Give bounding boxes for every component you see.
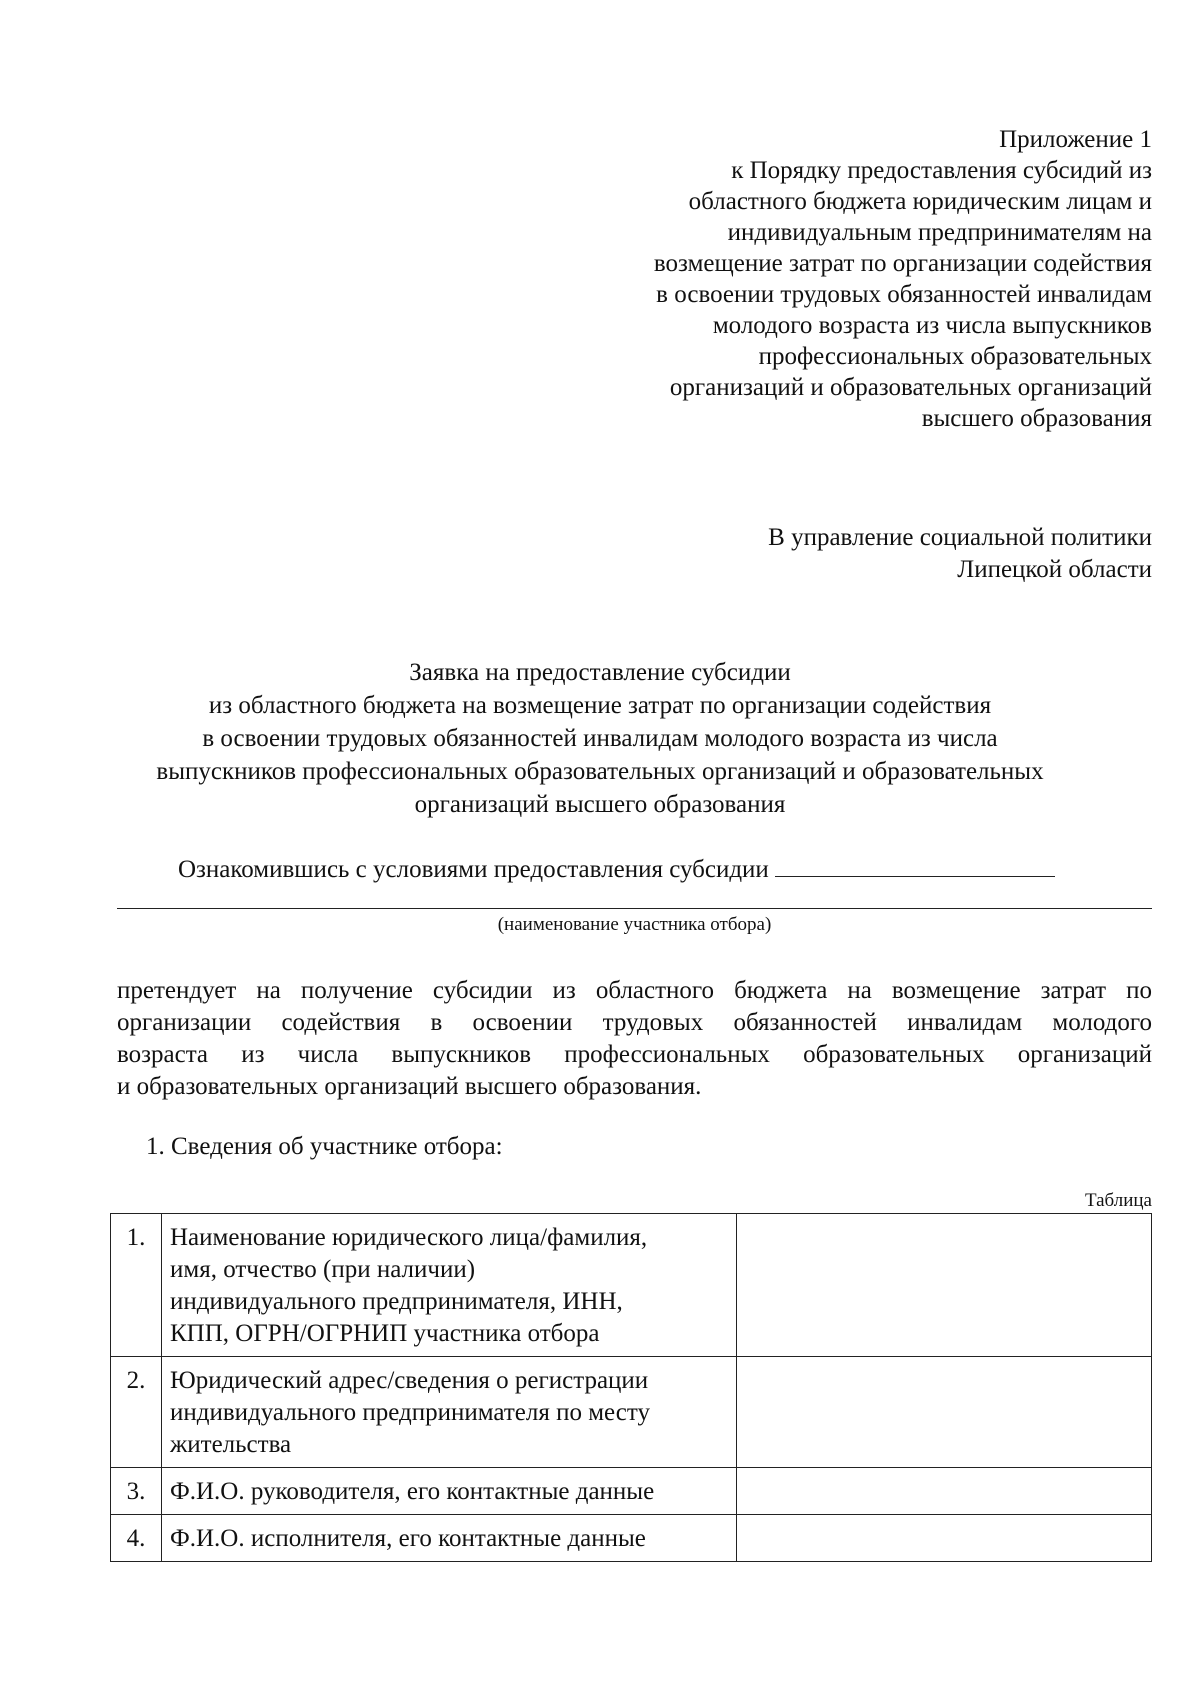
row-label-line: жительства	[170, 1431, 292, 1458]
body-line: возраста из числа выпускников профессиональных образовательных организаций	[117, 1041, 1152, 1068]
title-line: выпускников профессиональных образовательных организаций и образовательных	[156, 758, 1044, 785]
row-number: 3.	[111, 1468, 162, 1515]
appendix-line: индивидуальным предпринимателям на	[727, 219, 1152, 246]
row-number: 2.	[111, 1357, 162, 1468]
body-line: претендует на получение субсидии из областного бюджета на возмещение затрат по	[117, 977, 1152, 1004]
row-number: 1.	[111, 1214, 162, 1357]
row-label-line: Наименование юридического лица/фамилия,	[170, 1224, 648, 1251]
appendix-line: молодого возраста из числа выпускников	[712, 312, 1152, 339]
appendix-line: возмещение затрат по организации содействия	[653, 250, 1152, 277]
row-label	[162, 1214, 737, 1357]
participant-info-table	[110, 1213, 1152, 1562]
addressee-block	[592, 522, 1152, 586]
row-value-cell[interactable]	[737, 1515, 1152, 1562]
body-line: и образовательных организаций высшего образования.	[117, 1073, 702, 1100]
table-row	[111, 1214, 1152, 1357]
row-label-line: индивидуального предпринимателя, ИНН,	[170, 1288, 623, 1315]
table-label: Таблица	[1084, 1190, 1152, 1211]
row-value-cell[interactable]	[737, 1214, 1152, 1357]
appendix-line: Приложение 1	[999, 126, 1152, 153]
table-row	[111, 1515, 1152, 1562]
appendix-line: в освоении трудовых обязанностей инвалидам	[656, 281, 1152, 308]
row-label-line: Ф.И.О. исполнителя, его контактные данные	[170, 1525, 646, 1552]
row-label-line: Юридический адрес/сведения о регистрации	[170, 1367, 649, 1394]
participant-caption: (наименование участника отбора)	[497, 914, 772, 935]
intro-text: Ознакомившись с условиями предоставления субсидии	[178, 856, 769, 883]
row-label-line: имя, отчество (при наличии)	[170, 1256, 476, 1283]
row-number: 4.	[111, 1515, 162, 1562]
row-value-cell[interactable]	[737, 1468, 1152, 1515]
appendix-line: организаций и образовательных организаций	[669, 374, 1152, 401]
body-paragraph	[117, 975, 1152, 1103]
appendix-header	[532, 124, 1152, 434]
participant-name-blank[interactable]	[775, 854, 1055, 877]
table-row	[111, 1468, 1152, 1515]
row-label	[162, 1357, 737, 1468]
appendix-line: областного бюджета юридическим лицам и	[688, 188, 1152, 215]
addressee-line: В управление социальной политики	[768, 524, 1152, 551]
row-value-cell[interactable]	[737, 1357, 1152, 1468]
table-row	[111, 1357, 1152, 1468]
row-label	[162, 1468, 737, 1515]
appendix-line: профессиональных образовательных	[758, 343, 1152, 370]
appendix-line: к Порядку предоставления субсидий из	[731, 157, 1152, 184]
section-heading: 1. Сведения об участнике отбора:	[146, 1133, 503, 1160]
title-line: в освоении трудовых обязанностей инвалидам молодого возраста из числа	[202, 725, 998, 752]
row-label-line: индивидуального предпринимателя по месту	[170, 1399, 650, 1426]
intro-line	[178, 854, 1055, 886]
document-title	[100, 656, 1100, 821]
appendix-line: высшего образования	[921, 405, 1152, 432]
addressee-line: Липецкой области	[957, 556, 1152, 583]
title-line: Заявка на предоставление субсидии	[409, 659, 791, 686]
row-label-line: КПП, ОГРН/ОГРНИП участника отбора	[170, 1320, 600, 1347]
title-line: организаций высшего образования	[414, 791, 786, 818]
title-line: из областного бюджета на возмещение затрат по организации содействия	[208, 692, 992, 719]
participant-name-line[interactable]	[117, 908, 1152, 909]
body-line: организации содействия в освоении трудовых обязанностей инвалидам молодого	[117, 1009, 1152, 1036]
row-label-line: Ф.И.О. руководителя, его контактные данные	[170, 1478, 655, 1505]
row-label	[162, 1515, 737, 1562]
